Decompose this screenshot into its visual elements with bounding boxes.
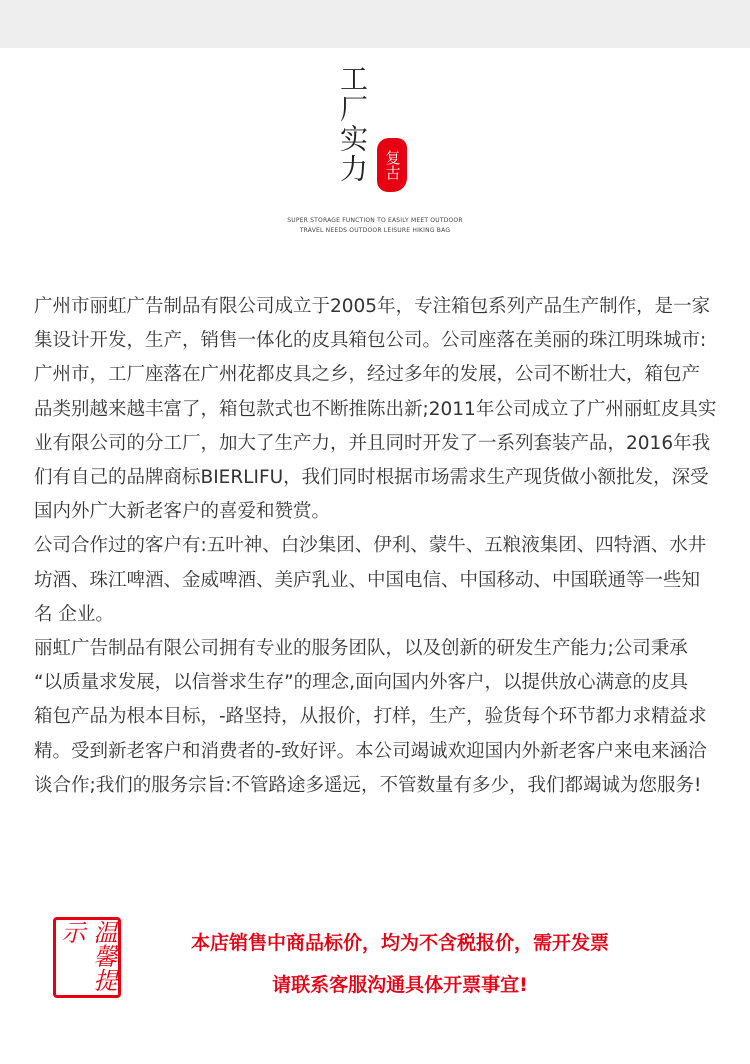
body-line: 广州市，工厂座落在广州花都皮具之乡，经过多年的发展，公司不断壮大，箱包产 [34,364,701,386]
body-line: 坊酒、珠江啤酒、金威啤酒、美庐乳业、中国电信、中国移动、中国联通等一些知 [34,569,701,591]
body-line: 品类别越来越丰富了，箱包款式也不断推陈出新;2011年公司成立了广州丽虹皮具实 [34,398,717,420]
subtitle [0,216,750,236]
body-line: 们有自己的品牌商标BIERLIFU，我们同时根据市场需求生产现货做小额批发，深受 [34,467,709,489]
body-line: 广州市丽虹广告制品有限公司成立于2005年，专注箱包系列产品生产制作，是一家 [34,296,711,317]
body-line: 精。受到新老客户和消费者的-致好评。本公司竭诚欢迎国内外新老客户来电来涵洽 [34,740,707,762]
top-bar [0,0,750,48]
body-line: “以质量求发展，以信誉求生存”的理念,面向国内外客户，以提供放心满意的皮具 [34,672,689,694]
subtitle-line: TRAVEL NEEDS OUTDOOR LEISURE HIKING BAG [299,227,451,234]
company-description [34,290,734,803]
body-line: 箱包产品为根本目标，-路坚持，从报价，打样，生产，验货每个环节都力求精益求 [34,706,707,728]
subtitle-line: SUPER STORAGE FUNCTION TO EASILY MEET OUTDOOR [287,217,463,224]
notice-line-1: 本店销售中商品标价，均为不含税报价，需开发票 [190,932,609,954]
vintage-seal: 复古 [377,138,407,192]
section-title: 工厂实力 [336,64,369,184]
body-line: 集设计开发，生产，销售一体化的皮具箱包公司。公司座落在美丽的珠江明珠城市: [34,330,707,352]
notice-line-2: 请联系客服沟通具体开票事宜! [272,974,528,996]
body-line: 国内外广大新老客户的喜爱和赞赏。 [34,501,331,523]
body-line: 公司合作过的客户有:五叶神、白沙集团、伊利、蒙牛、五粮液集团、四特酒、水井 [34,535,707,557]
body-line: 名 企业。 [34,603,114,625]
body-line: 丽虹广告制品有限公司拥有专业的服务团队，以及创新的研发生产能力;公司秉承 [34,638,688,660]
body-line: 业有限公司的分工厂，加大了生产力，并且同时开发了一系列套装产品，2016年我 [34,432,711,454]
notice-seal: 温馨提示 [53,917,121,998]
body-line: 谈合作;我们的服务宗旨:不管路途多遥远，不管数量有多少，我们都竭诚为您服务! [34,774,702,796]
